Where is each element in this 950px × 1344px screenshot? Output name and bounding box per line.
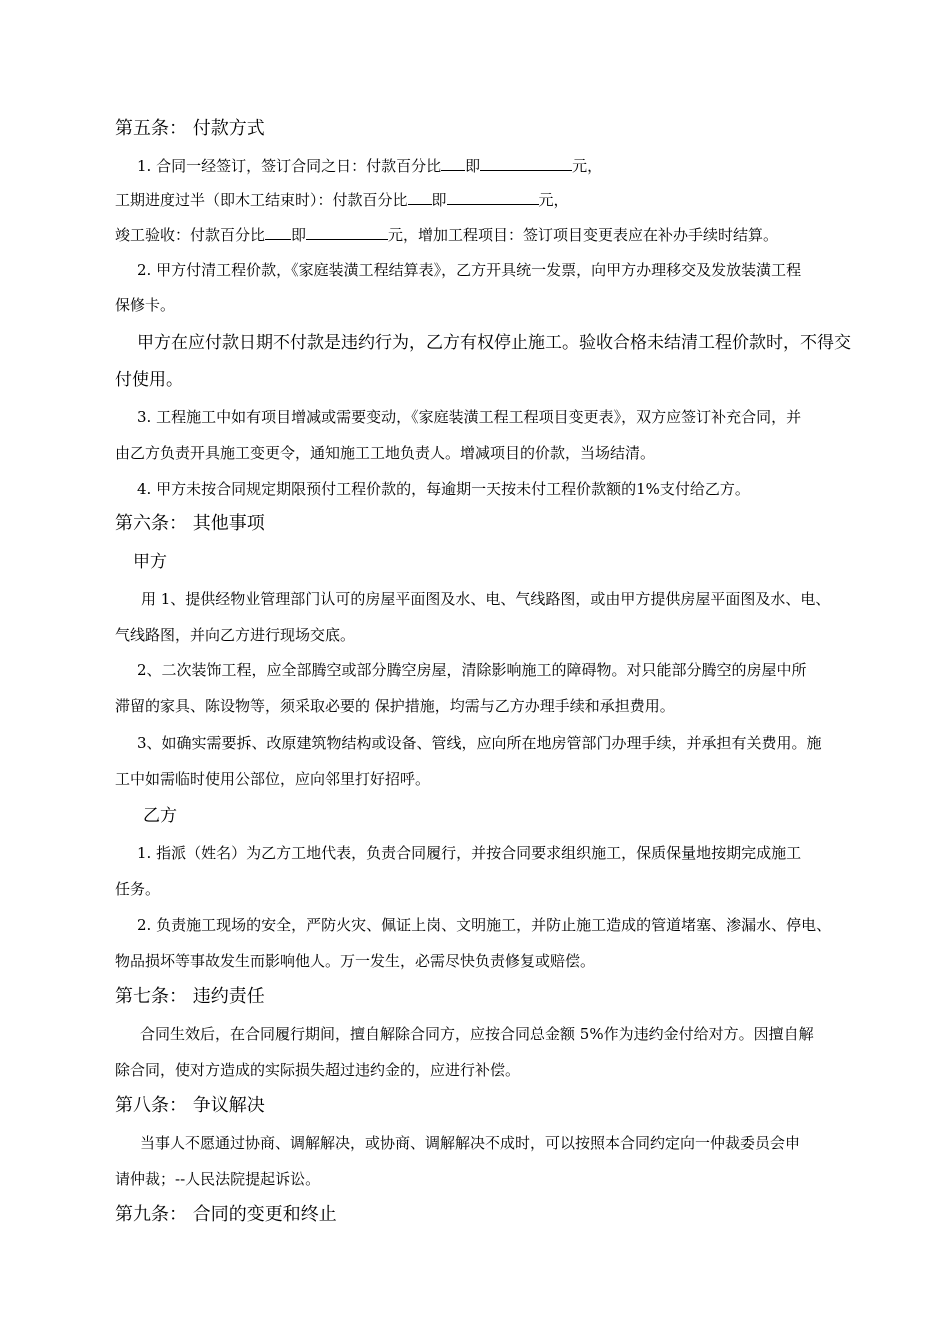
article5-item3-line2: 由乙方负责开具施工变更令，通知施工工地负责人。增减项目的价款，当场结清。 (115, 444, 656, 462)
blank-field (441, 156, 465, 171)
article5-item1-line1 (137, 156, 602, 176)
text-segment: 即 (291, 226, 307, 244)
article6-a2-line2: 滞留的家具、陈设物等，须采取必要的 保护措施，均需与乙方办理手续和承担费用。 (115, 697, 675, 715)
article7-line2: 除合同，使对方造成的实际损失超过违约金的，应进行补偿。 (115, 1061, 521, 1079)
article5-item2-line2: 保修卡。 (115, 296, 176, 314)
article6-heading: 第六条： 其他事项 (115, 513, 265, 534)
article5-item1-line2 (115, 190, 569, 210)
blank-field (447, 190, 539, 205)
article8-line1: 当事人不愿通过协商、调解解决，或协商、调解解决不成时，可以按照本合同约定向一仲裁委员会申 (140, 1134, 801, 1152)
article9-heading: 第九条： 合同的变更和终止 (115, 1204, 337, 1225)
blank-field (265, 225, 291, 240)
article5-item4-line1: 4. 甲方未按合同规定期限预付工程价款的，每逾期一天按未付工程价款额的1%支付给乙方。 (137, 480, 750, 498)
article5-note-line2: 付使用。 (115, 370, 183, 390)
article5-item1-line3 (115, 225, 778, 245)
article6-a2-line1: 2、二次装饰工程，应全部腾空或部分腾空房屋，清除影响施工的障碍物。对只能部分腾空的房屋中所 (137, 661, 807, 679)
blank-field (306, 225, 388, 240)
text-segment: 元，增加工程项目：签订项目变更表应在补办手续时结算。 (388, 226, 779, 244)
article6-a3-line1: 3、如确实需要拆、改原建筑物结构或设备、管线，应向所在地房管部门办理手续，并承担有关费用。施 (137, 734, 822, 752)
party-a-label: 甲方 (133, 552, 167, 572)
text-segment: 竣工验收：付款百分比 (115, 226, 266, 244)
article6-b1-line2: 任务。 (115, 880, 161, 898)
text-segment: 元， (538, 191, 569, 209)
article6-b2-line1: 2. 负责施工现场的安全，严防火灾、佩证上岗、文明施工，并防止施工造成的管道堵塞、渗漏水、停电、 (137, 916, 832, 934)
article7-heading: 第七条： 违约责任 (115, 986, 265, 1007)
party-b-label: 乙方 (143, 806, 177, 826)
article6-a1-line1: 用 1、提供经物业管理部门认可的房屋平面图及水、电、气线路图，或由甲方提供房屋平面图及水、电、 (141, 590, 831, 608)
article8-heading: 第八条： 争议解决 (115, 1095, 265, 1116)
text-segment: 即 (431, 191, 447, 209)
blank-field (408, 190, 432, 205)
article6-b2-line2: 物品损坏等事故发生而影响他人。万一发生，必需尽快负责修复或赔偿。 (115, 952, 596, 970)
article5-item3-line1: 3. 工程施工中如有项目增减或需要变动，《家庭装潢工程工程项目变更表》，双方应签订补充合同，并 (137, 408, 802, 426)
article7-line1: 合同生效后，在合同履行期间，擅自解除合同方，应按合同总金额 5%作为违约金付给对方。因擅自解 (140, 1025, 814, 1043)
text-segment: 工期进度过半（即木工结束时）：付款百分比 (115, 191, 408, 209)
article6-a1-line2: 气线路图，并向乙方进行现场交底。 (115, 626, 356, 644)
blank-field (480, 156, 572, 171)
article6-b1-line1: 1. 指派（姓名）为乙方工地代表，负责合同履行，并按合同要求组织施工，保质保量地按期完成施工 (137, 844, 802, 862)
text-segment: 即 (465, 157, 481, 175)
article5-heading: 第五条： 付款方式 (115, 118, 265, 139)
text-segment: 元， (572, 157, 603, 175)
article6-a3-line2: 工中如需临时使用公部位，应向邻里打好招呼。 (115, 770, 431, 788)
article5-item2-line1: 2. 甲方付清工程价款，《家庭装潢工程结算表》，乙方开具统一发票，向甲方办理移交及发放装潢工程 (137, 261, 802, 279)
article5-note-line1: 甲方在应付款日期不付款是违约行为，乙方有权停止施工。验收合格未结清工程价款时，不得交 (137, 333, 851, 353)
text-segment: 1. 合同一经签订，签订合同之日：付款百分比 (137, 157, 442, 175)
article8-line2: 请仲裁；--人民法院提起诉讼。 (115, 1170, 321, 1188)
